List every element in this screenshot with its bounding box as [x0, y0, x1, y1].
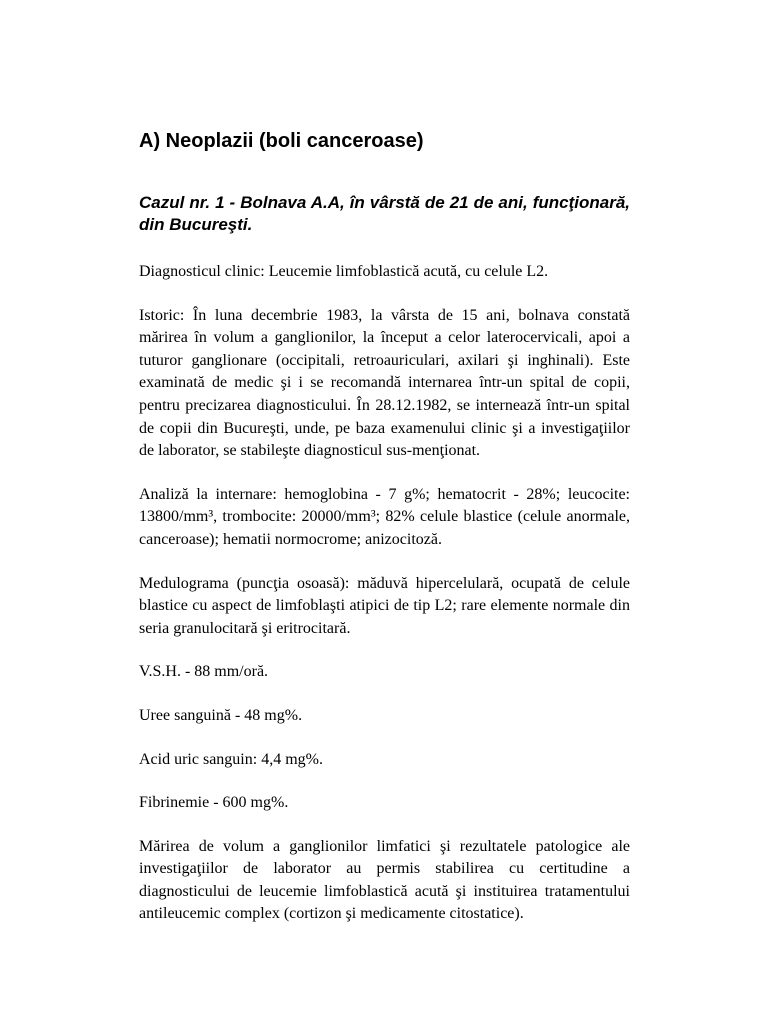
paragraph-admission-analysis: Analiză la internare: hemoglobina - 7 g%; hematocrit - 28%; leucocite: 13800/mm³, trombocite: 20000/mm³; 82% celule blastice (celule anormale, canceroase); hematii normocrome; anizocitoză.	[139, 485, 630, 548]
paragraph-diagnosis: Diagnosticul clinic: Leucemie limfoblastică acută, cu celule L2.	[139, 263, 549, 280]
document-body	[139, 128, 630, 947]
paragraph-history: Istoric: În luna decembrie 1983, la vârsta de 15 ani, bolnava constată mărirea în volum a ganglionilor, la început a celor laterocervicali, apoi a tuturor ganglionare (occipitali, retroauriculari, axilari şi inghinali). Este examinată de medic şi i se recomandă internarea într-un spital de copii, pentru precizarea diagnosticului. În 28.12.1982, se internează într-un spital de copii din Bucureşti, unde, pe baza examenului clinic şi a investigaţiilor de laborator, se stabileşte diagnosticul sus-menţionat.	[139, 306, 630, 460]
paragraph-vsh: V.S.H. - 88 mm/oră.	[139, 663, 269, 681]
paragraph-urea: Uree sanguină - 48 mg%.	[139, 706, 303, 724]
case-title: Cazul nr. 1 - Bolnava A.A, în vârstă de 21 de ani, funcţionară, din Bucureşti.	[139, 193, 630, 234]
paragraph-fibrinemia: Fibrinemie - 600 mg%.	[139, 794, 289, 812]
section-heading: A) Neoplazii (boli canceroase)	[139, 130, 424, 152]
paragraph-conclusion: Mărirea de volum a ganglionilor limfatici şi rezultatele patologice ale investigaţiilor de laborator au permis stabilirea cu certitudine a diagnosticului de leucemie limfoblastică acută şi instituirea tratamentului antileucemic complex (cortizon şi medicamente citostatice).	[139, 837, 630, 923]
paragraph-medulogram: Medulograma (puncţia osoasă): măduvă hipercelulară, ocupată de celule blastice cu aspect de limfoblaşti atipici de tip L2; rare elemente normale din seria granulocitară şi eritrocitară.	[139, 574, 630, 637]
paragraph-uric-acid: Acid uric sanguin: 4,4 mg%.	[139, 750, 323, 768]
